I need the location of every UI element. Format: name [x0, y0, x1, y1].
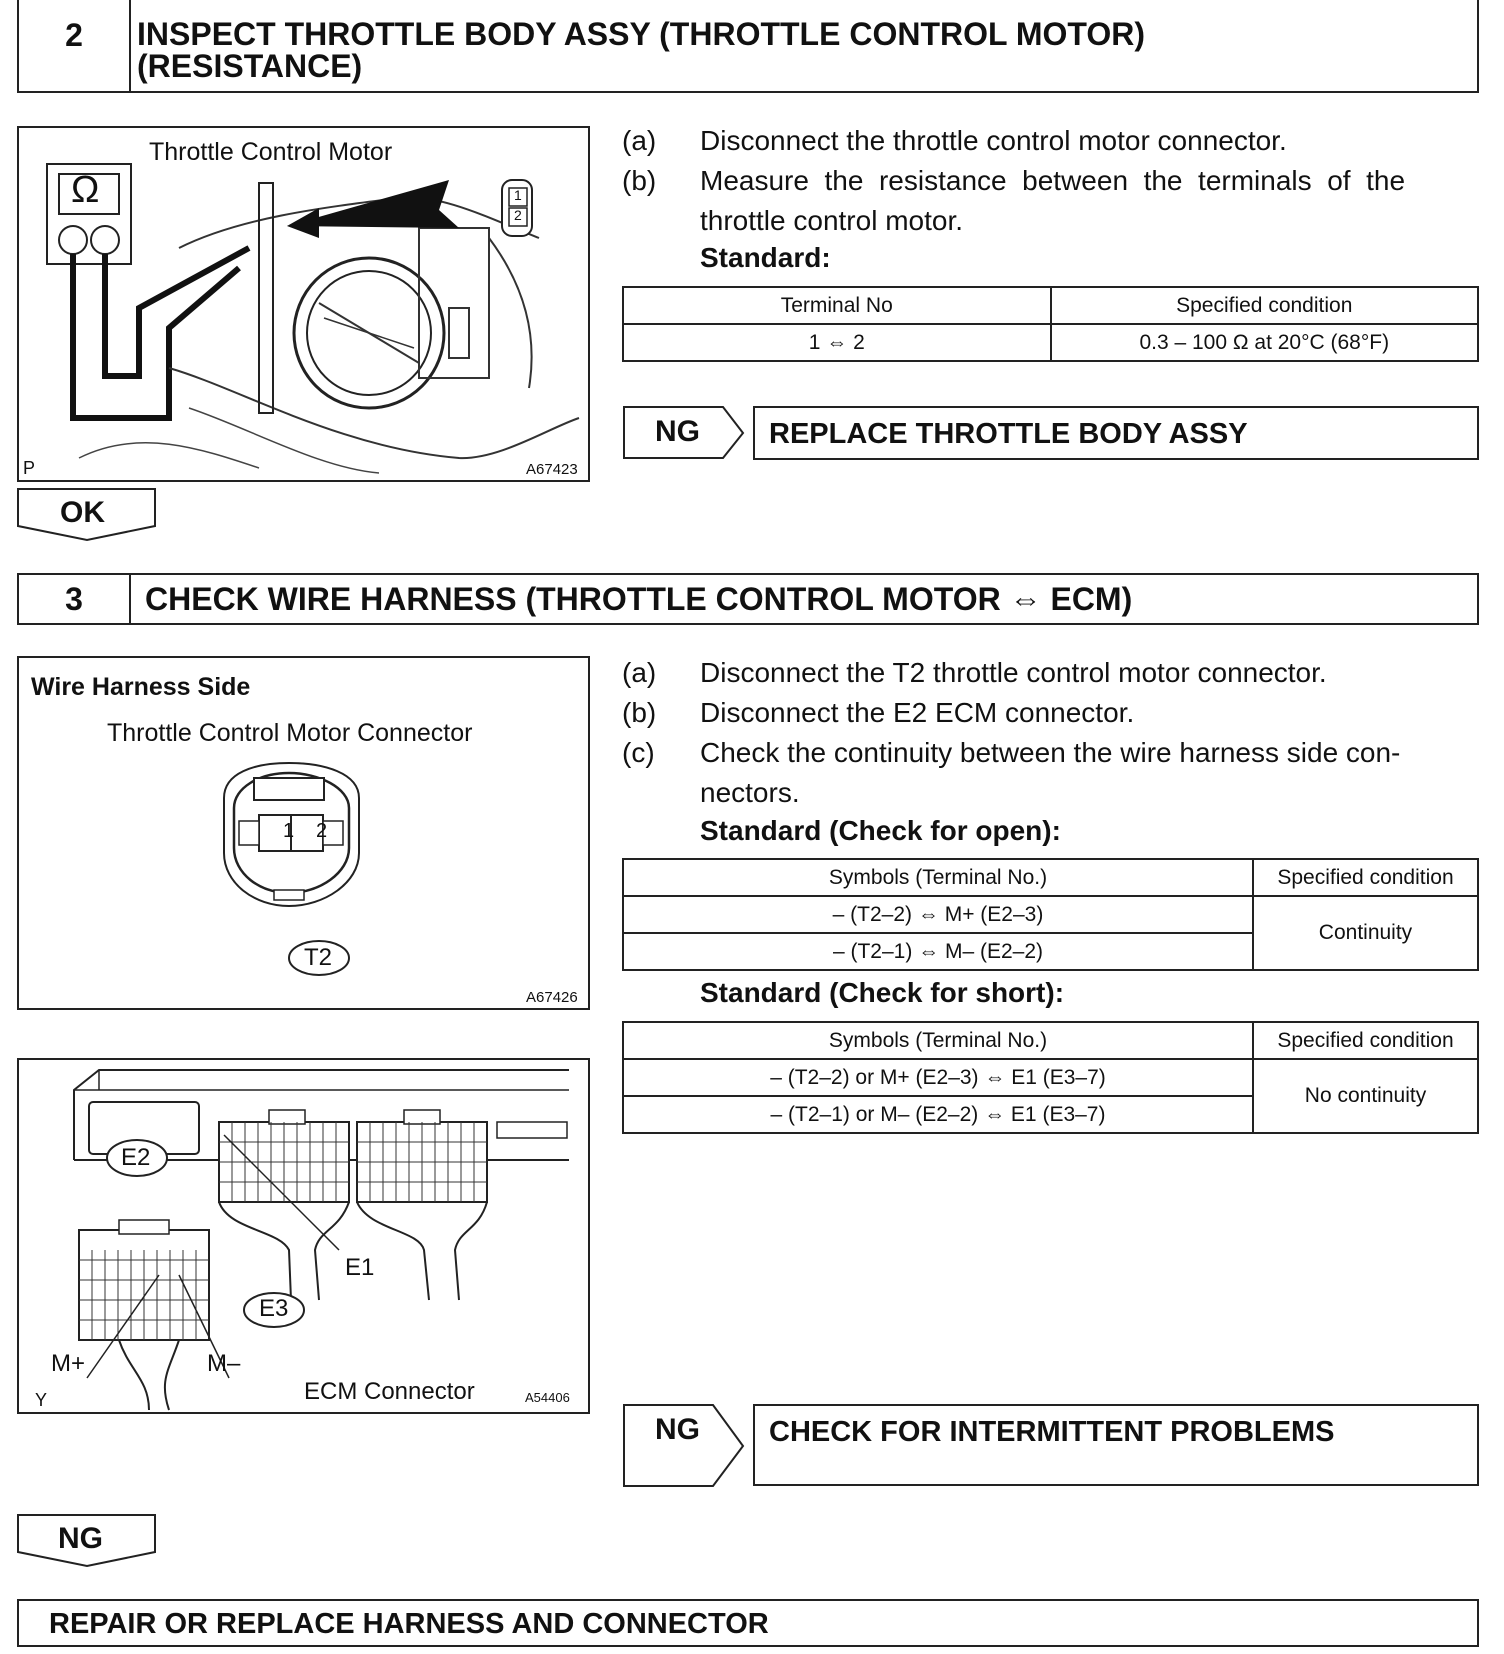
table-cell: – (T2–1) ⇔ M– (E2–2) — [623, 933, 1253, 970]
open-check-table — [622, 858, 1479, 971]
ohm-symbol: Ω — [71, 169, 100, 211]
m-plus-label: M+ — [51, 1350, 86, 1377]
table-cell: No continuity — [1253, 1059, 1478, 1133]
connector-pin-1: 1 — [514, 187, 522, 203]
ng-result-text: CHECK FOR INTERMITTENT PROBLEMS — [769, 1416, 1335, 1448]
step-text-line1: Check the continuity between the wire harness side con- — [700, 737, 1401, 768]
header-divider — [129, 0, 131, 91]
throttle-body-illustration — [19, 128, 588, 480]
ng-label: NG — [655, 1413, 700, 1446]
e1-label: E1 — [345, 1254, 375, 1281]
ng-result-text: REPLACE THROTTLE BODY ASSY — [769, 418, 1248, 450]
section3-number: 3 — [65, 581, 83, 617]
step-b — [622, 161, 1482, 241]
section2-title-line2: (RESISTANCE) — [137, 48, 363, 84]
throttle-motor-figure — [17, 126, 590, 482]
table-cell: – (T2–2) ⇔ M+ (E2–3) — [623, 896, 1253, 933]
connector-pin-1: 1 — [283, 820, 295, 842]
ok-label: OK — [60, 496, 105, 529]
wire-harness-figure — [17, 656, 590, 1010]
resistance-spec-table — [622, 286, 1479, 362]
figure-code: A67426 — [526, 989, 578, 1006]
figure-label: Throttle Control Motor — [149, 138, 393, 166]
section2-header — [17, 0, 1479, 93]
table-header: Specified condition — [1253, 859, 1478, 896]
step-text-line2: throttle control motor. — [700, 205, 964, 236]
connector-pin-2: 2 — [514, 207, 522, 223]
figure-corner-mark: P — [23, 458, 36, 478]
table-header: Terminal No — [623, 287, 1051, 324]
section3-title: CHECK WIRE HARNESS (THROTTLE CONTROL MOTOR ⇔ ECM) — [145, 581, 1133, 617]
figure-code: A54406 — [525, 1390, 570, 1405]
step-text: Disconnect the throttle control motor connector. — [700, 125, 1287, 156]
ecm-connector-figure — [17, 1058, 590, 1414]
step-label: (a) — [622, 125, 657, 156]
step-label: (b) — [622, 697, 657, 728]
figure-code: A67423 — [526, 461, 578, 478]
standard-short-label: Standard (Check for short): — [700, 977, 1065, 1008]
header-divider — [129, 575, 131, 625]
step-label: (a) — [622, 657, 657, 688]
ng-label: NG — [655, 415, 700, 448]
table-header: Specified condition — [1253, 1022, 1478, 1059]
short-check-table — [622, 1021, 1479, 1134]
e2-label: E2 — [121, 1144, 151, 1171]
standard-label: Standard: — [700, 242, 831, 273]
connector-pin-2: 2 — [316, 820, 328, 842]
table-cell: 0.3 – 100 Ω at 20°C (68°F) — [1051, 324, 1479, 361]
table-cell: – (T2–2) or M+ (E2–3) ⇔ E1 (E3–7) — [623, 1059, 1253, 1096]
final-action-box — [17, 1599, 1479, 1647]
table-cell: – (T2–1) or M– (E2–2) ⇔ E1 (E3–7) — [623, 1096, 1253, 1133]
step-c — [622, 733, 1482, 813]
step-text: Disconnect the E2 ECM connector. — [700, 697, 1135, 728]
table-cell: 1 ⇔ 2 — [623, 324, 1051, 361]
ng-result-box — [753, 1404, 1479, 1486]
connector-t2-label: T2 — [304, 944, 333, 971]
ng-tab-label: NG — [58, 1522, 103, 1555]
m-minus-label: M– — [207, 1350, 241, 1377]
step-a — [622, 121, 1482, 161]
table-header: Symbols (Terminal No.) — [623, 1022, 1253, 1059]
step-text-line2: nectors. — [700, 777, 800, 808]
ecm-connector-drawing — [19, 1060, 588, 1412]
section3-header — [17, 573, 1479, 625]
section2-title-line1: INSPECT THROTTLE BODY ASSY (THROTTLE CONTROL MOTOR) — [137, 16, 1146, 52]
ng-result-box — [753, 406, 1479, 460]
step-label: (c) — [622, 737, 655, 768]
step-label: (b) — [622, 165, 657, 196]
e3-label: E3 — [259, 1295, 289, 1322]
step-text-line1: Measure the resistance between the terminals of the — [700, 165, 1406, 196]
figure-corner-mark: Y — [35, 1390, 48, 1410]
step-b — [622, 693, 1482, 733]
final-action-text: REPAIR OR REPLACE HARNESS AND CONNECTOR — [49, 1608, 769, 1640]
table-cell: Continuity — [1253, 896, 1478, 970]
step-text: Disconnect the T2 throttle control motor connector. — [700, 657, 1327, 688]
figure-label: Throttle Control Motor Connector — [107, 719, 473, 747]
table-header: Specified condition — [1051, 287, 1479, 324]
step-a — [622, 653, 1482, 693]
standard-open-label: Standard (Check for open): — [700, 815, 1061, 846]
section2-number: 2 — [65, 17, 83, 53]
table-header: Symbols (Terminal No.) — [623, 859, 1253, 896]
figure-heading: Wire Harness Side — [31, 673, 251, 701]
figure-label: ECM Connector — [304, 1378, 475, 1405]
